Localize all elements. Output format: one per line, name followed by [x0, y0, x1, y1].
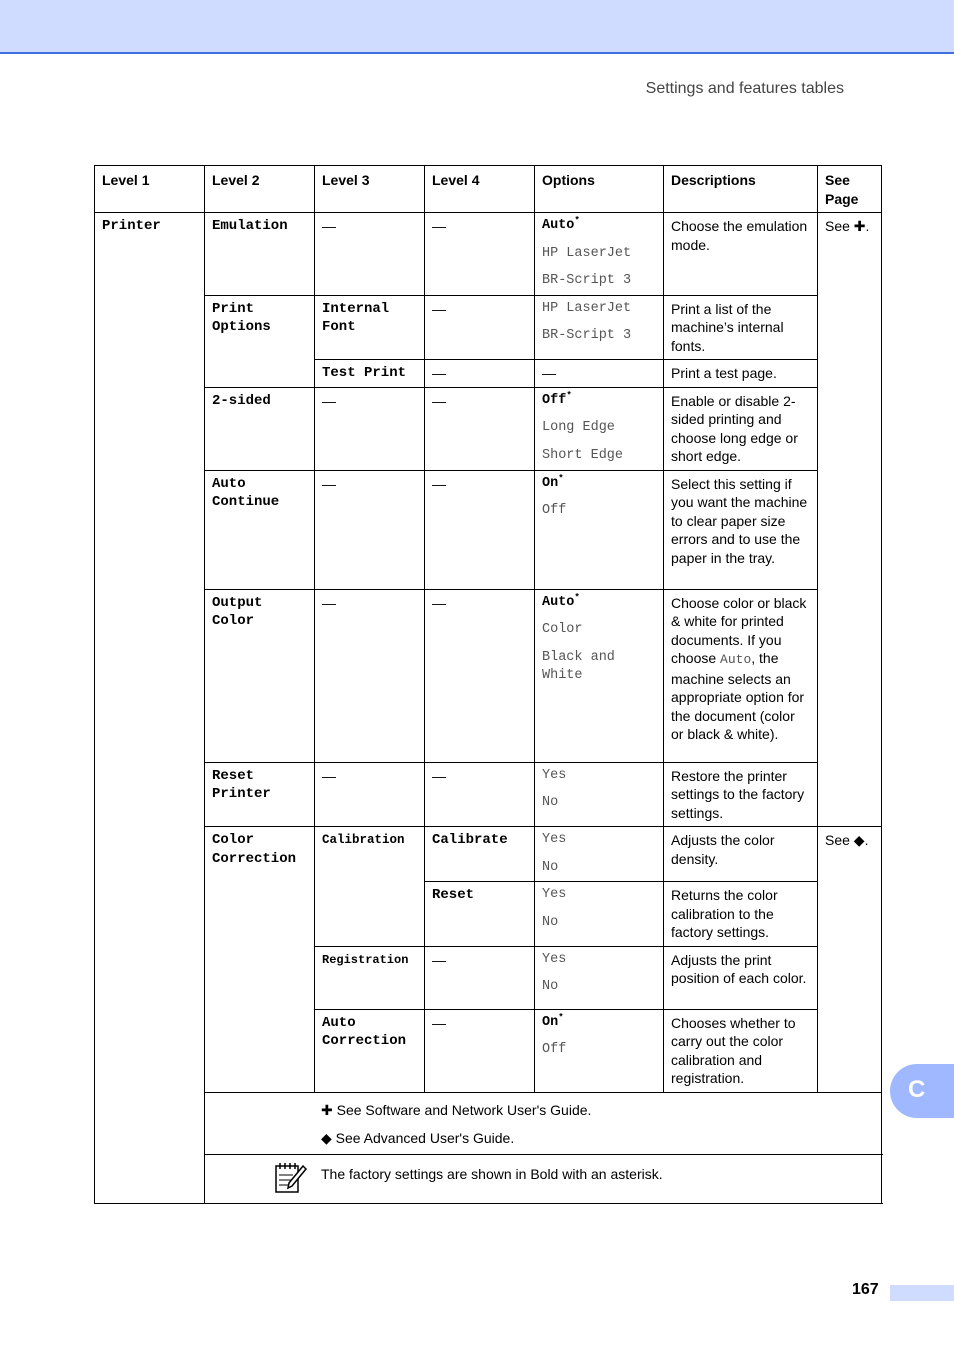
cell-2-sided: 2-sided — [205, 387, 315, 470]
cell-description: Enable or disable 2-sided printing and choose long edge or short edge. — [664, 387, 818, 470]
cell-description: Returns the color calibration to the factory settings. — [664, 882, 818, 947]
cell-options — [535, 946, 664, 1009]
cell-dash: — — [315, 387, 425, 470]
table-row — [95, 470, 882, 589]
cell-dash: — — [425, 295, 535, 360]
option: No — [542, 859, 559, 875]
footnotes-row — [95, 1092, 882, 1154]
cell-dash: — — [425, 213, 535, 296]
option-default: On* — [542, 1012, 564, 1030]
cell-options — [535, 827, 664, 882]
cell-description: Adjusts the print position of each color. — [664, 946, 818, 1009]
cell-dash: — — [425, 762, 535, 827]
cell-dash: — — [535, 360, 664, 388]
header-descriptions: Descriptions — [664, 166, 818, 213]
cell-dash: — — [315, 470, 425, 589]
table-row — [95, 213, 882, 296]
option: HP LaserJet — [542, 245, 632, 261]
cell-dash: — — [315, 213, 425, 296]
cell-print-options: Print Options — [205, 295, 315, 387]
table-header-row — [95, 166, 882, 213]
option: Yes — [542, 887, 567, 902]
cell-test-print: Test Print — [315, 360, 425, 388]
option-default: Auto* — [542, 215, 580, 233]
footnotes — [205, 1092, 882, 1154]
cell-dash: — — [425, 1009, 535, 1092]
cell-see-page: See ◆. — [818, 827, 882, 1093]
cell-calibrate: Calibrate — [425, 827, 535, 882]
option: Short Edge — [542, 447, 624, 463]
cell-description: Chooses whether to carry out the color calibration and registration. — [664, 1009, 818, 1092]
table-row — [95, 387, 882, 470]
option: HP LaserJet — [542, 300, 632, 316]
cell-description: Choose the emulation mode. — [664, 213, 818, 296]
page-number-bar — [890, 1285, 954, 1301]
header-see-page: See Page — [818, 166, 882, 213]
option-default: Off* — [542, 390, 572, 408]
option: Black and White — [542, 649, 615, 683]
table-row — [95, 295, 882, 360]
chapter-tab — [890, 1064, 954, 1118]
option: Color — [542, 622, 583, 637]
table-row — [95, 762, 882, 827]
header-level4: Level 4 — [425, 166, 535, 213]
cell-see-page: See ✚. — [818, 213, 882, 827]
cell-cal-reset: Reset — [425, 882, 535, 947]
cell-description: Print a list of the machine’s internal fonts. — [664, 295, 818, 360]
header-level2: Level 2 — [205, 166, 315, 213]
header-options: Options — [535, 166, 664, 213]
cell-registration: Registration — [315, 946, 425, 1009]
running-title: Settings and features tables — [645, 80, 844, 97]
table-row — [95, 827, 882, 882]
option: Long Edge — [542, 420, 615, 435]
footnote-software-guide: ✚ See Software and Network User's Guide. — [321, 1101, 592, 1118]
note-pad-pencil-icon — [273, 1160, 307, 1194]
option: BR-Script 3 — [542, 273, 632, 288]
option: No — [542, 979, 559, 994]
cell-auto-correction: Auto Correction — [315, 1009, 425, 1092]
page-number: 167 — [852, 1281, 879, 1298]
cell-internal-font: Internal Font — [315, 295, 425, 360]
cell-description: Print a test page. — [664, 360, 818, 388]
table-row — [95, 589, 882, 762]
cell-options — [535, 387, 664, 470]
option: Yes — [542, 832, 567, 847]
option: No — [542, 795, 559, 810]
cell-color-correction: Color Correction — [205, 827, 315, 1093]
option-default: On* — [542, 473, 564, 491]
cell-options — [535, 589, 664, 762]
cell-options — [535, 470, 664, 589]
cell-reset-printer: Reset Printer — [205, 762, 315, 827]
footnote-advanced-guide: ◆ See Advanced User's Guide. — [321, 1130, 515, 1146]
cell-dash: — — [315, 762, 425, 827]
cell-options — [535, 762, 664, 827]
note-cell — [205, 1154, 882, 1203]
cell-options — [535, 295, 664, 360]
chapter-tab-label: C — [908, 1076, 926, 1103]
cell-options — [535, 1009, 664, 1092]
cell-dash: — — [425, 946, 535, 1009]
cell-dash: — — [425, 387, 535, 470]
option: Off — [542, 503, 567, 518]
cell-dash: — — [425, 589, 535, 762]
cell-auto-continue: Auto Continue — [205, 470, 315, 589]
option: No — [542, 914, 559, 930]
cell-emulation: Emulation — [205, 213, 315, 296]
note-row — [95, 1154, 882, 1203]
cell-calibration: Calibration — [315, 827, 425, 947]
cell-dash: — — [425, 470, 535, 589]
cell-level1-printer: Printer — [95, 213, 205, 1204]
cell-dash: — — [425, 360, 535, 388]
header-level3: Level 3 — [315, 166, 425, 213]
cell-description: Adjusts the color density. — [664, 827, 818, 882]
option: BR-Script 3 — [542, 328, 632, 343]
cell-output-color: Output Color — [205, 589, 315, 762]
option-default: Auto* — [542, 592, 580, 610]
cell-dash: — — [315, 589, 425, 762]
header-level1: Level 1 — [95, 166, 205, 213]
cell-description: Select this setting if you want the machine to clear paper size errors and to use the paper in the tray. — [664, 470, 818, 589]
note-text: The factory settings are shown in Bold with an asterisk. — [321, 1165, 663, 1182]
cell-options — [535, 213, 664, 296]
cell-description: Choose color or black & white for printed documents. If you choose Auto, the machine selects an appropriate option for the document (color or black & white). — [664, 589, 818, 762]
cell-options — [535, 882, 664, 947]
option: Yes — [542, 951, 567, 967]
cell-description: Restore the printer settings to the factory settings. — [664, 762, 818, 827]
option: Off — [542, 1042, 567, 1057]
settings-table — [94, 165, 882, 1204]
header-band — [0, 0, 954, 54]
option: Yes — [542, 767, 567, 783]
